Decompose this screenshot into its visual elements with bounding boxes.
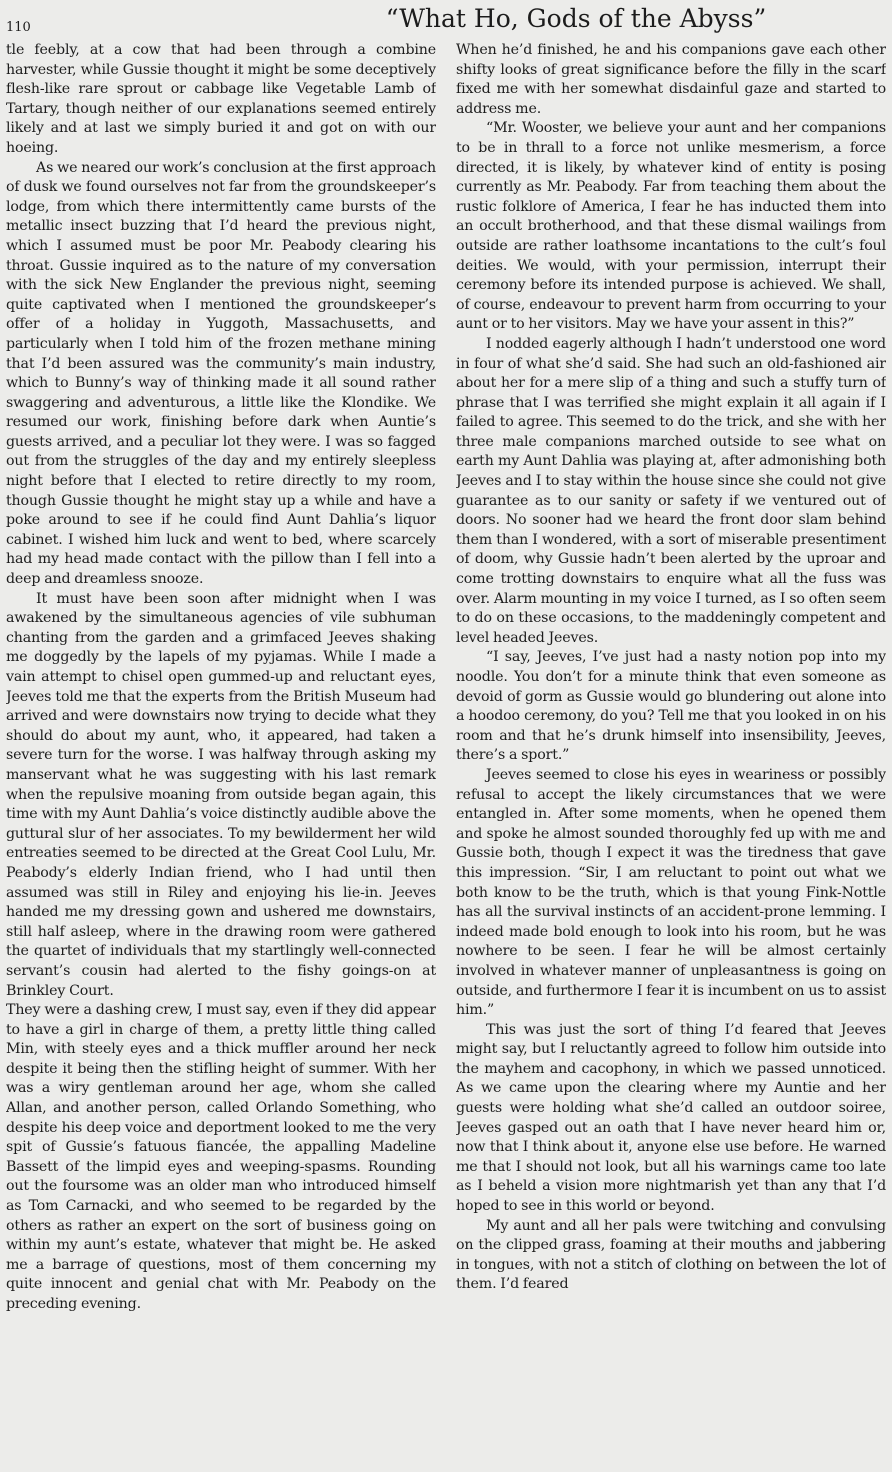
paragraph: “Mr. Wooster, we believe your aunt and her companions to be in thrall to a force not unlike mesmerism, a force directed, it is likely, by whatever kind of entity is posing currently as Mr. Peabody. Far from teaching them about the rustic folklore of America, I fear he has inducted them into an occult brotherhood, and that these dismal wailings from outside are rather loathsome incantations to the cult’s foul deities. We would, with your permission, interrupt their ceremony before its intended purpose is achieved. We shall, of course, endeavour to prevent harm from occurring to your aunt or to her visitors. May we have your assent in this?” xyxy=(456,120,886,333)
left-column xyxy=(6,41,436,1466)
paragraph: I nodded eagerly although I hadn’t understood one word in four of what she’d said. She had such an old-fashioned air about her for a mere slip of a thing and such a stuffy turn of phrase that I was terrified she might explain it all again if I failed to agree. This seemed to do the trick, and she with her three male companions marched outside to see what on earth my Aunt Dahlia was playing at, after admonishing both Jeeves and I to stay within the house since she could not give guarantee as to our sanity or safety if we ventured out of doors. No sooner had we heard the front door slam behind them than I wondered, with a sort of miserable presentiment of doom, why Gussie hadn’t been alerted by the uproar and come trotting downstairs to enquire what all the fuss was over. Alarm mounting in my voice I turned, as I so often seem to do on these occasions, to the maddeningly competent and level headed Jeeves. xyxy=(456,335,886,646)
paragraph: My aunt and all her pals were twitching and convulsing on the clipped grass, foaming at their mouths and jabbering in tongues, with not a stitch of clothing on between the lot of them. I’d feared xyxy=(456,1217,886,1293)
paragraph: As we neared our work’s conclusion at the first approach of dusk we found ourselves not far from the groundskeeper’s lodge, from which there intermittently came bursts of the metallic insect buzzing that I’d heard the previous night, which I assumed must be poor Mr. Peabody clearing his throat. Gussie inquired as to the nature of my conversation with the sick New Englander the previous night, seeming quite captivated when I mentioned the groundskeeper’s offer of a holiday in Yuggoth, Massachusetts, and particularly when I told him of the frozen methane mining that I’d been assured was the community’s main industry, which to Bunny’s way of thinking made it all sound rather swaggering and adventurous, a little like the Klondike. We resumed our work, finishing before dark when Auntie’s guests arrived, and a peculiar lot they were. I was so fagged out from the struggles of the day and my entirely sleepless night before that I elected to retire directly to my room, though Gussie thought he might stay up a while and have a poke around to see if he could find Aunt Dahlia’s liquor cabinet. I wished him luck and went to bed, where scarcely had my head made contact with the pillow than I fell into a deep and dreamless snooze. xyxy=(6,159,436,588)
paragraph: Jeeves seemed to close his eyes in weariness or possibly refusal to accept the likely circumstances that we were entangled in. After some moments, when he opened them and spoke he almost sounded thoroughly fed up with me and Gussie both, though I expect it was the tiredness that gave this impression. “Sir, I am reluctant to point out what we both know to be the truth, which is that young Fink-Nottle has all the survival instincts of an accident-prone lemming. I indeed made bold enough to look into his room, but he was nowhere to be seen. I fear he will be almost certainly involved in whatever manner of unpleasantness is going on outside, and furthermore I fear it is incumbent on us to assist him.” xyxy=(456,766,886,1019)
paragraph: They were a dashing crew, I must say, even if they did appear to have a girl in charge of them, a pretty little thing called Min, with steely eyes and a thick muffler around her neck despite it being then the stifling height of summer. With her was a wiry gentleman around her age, whom she called Allan, and another person, called Orlando Something, who despite his deep voice and deportment looked to me the very spit of Gussie’s fatuous fiancée, the appalling Madeline Bassett of the limpid eyes and weeping-spasms. Rounding out the foursome was an older man who introduced himself as Tom Carnacki, and who seemed to be regarded by the others as rather an expert on the sort of business going on within my aunt’s estate, whatever that might be. He asked me a barrage of questions, most of them concerning my quite innocent and genial chat with Mr. Peabody on the preceding evening. xyxy=(6,1002,436,1312)
paragraph: “I say, Jeeves, I’ve just had a nasty notion pop into my noodle. You don’t for a minute think that even someone as devoid of gorm as Gussie would go blundering out alone into a hoodoo ceremony, do you? Tell me that you looked in on his room and that he’s drunk himself into insensibility, Jeeves, there’s a sport.” xyxy=(456,649,886,764)
page-number: 110 xyxy=(6,20,31,35)
right-column xyxy=(456,41,886,1466)
paragraph: It must have been soon after midnight when I was awakened by the simultaneous agencies of vile subhuman chanting from the garden and a grimfaced Jeeves shaking me doggedly by the lapels of my pyjamas. While I made a vain attempt to chisel open gummed-up and reluctant eyes, Jeeves told me that the experts from the British Museum had arrived and were downstairs now trying to decide what they should do about my aunt, who, it appeared, had taken a severe turn for the worse. I was halfway through asking my manservant what he was suggesting with his last remark when the repulsive moaning from outside began again, this time with my Aunt Dahlia’s voice distinctly audible above the guttural slur of her associates. To my bewilderment her wild entreaties seemed to be directed at the Great Cool Lulu, Mr. Peabody’s elderly Indian friend, who I had until then assumed was still in Riley and enjoying his lie-in. Jeeves handed me my dressing gown and ushered me downstairs, still half asleep, where in the drawing room were gathered the quartet of individuals that my startlingly well-connected servant’s cousin had alerted to the fishy goings-on at Brinkley Court. xyxy=(6,590,436,999)
paragraph: tle feebly, at a cow that had been through a combine harvester, while Gussie thought it might be some deceptively flesh-like rare sprout or cabbage like Vegetable Lamb of Tartary, though neither of our explanations seemed entirely likely and at last we simply buried it and got on with our hoeing. xyxy=(6,42,436,156)
paragraph: This was just the sort of thing I’d feared that Jeeves might say, but I reluctantly agreed to follow him outside into the mayhem and cacophony, in which we passed unnoticed. As we came upon the clearing where my Auntie and her guests were holding what she’d called an outdoor soiree, Jeeves gasped out an oath that I have never heard him or, now that I think about it, anyone else use before. He warned me that I should not look, but all his warnings came too late as I beheld a vision more nightmarish yet than any that I’d hoped to see in this world or beyond. xyxy=(456,1021,886,1215)
paragraph: When he’d finished, he and his companions gave each other shifty looks of great significance before the filly in the scarf fixed me with her somewhat disdainful gaze and started to address me. xyxy=(456,42,886,117)
running-title: “What Ho, Gods of the Abyss” xyxy=(385,4,767,33)
text-columns xyxy=(6,41,886,1466)
page-header xyxy=(6,4,886,44)
